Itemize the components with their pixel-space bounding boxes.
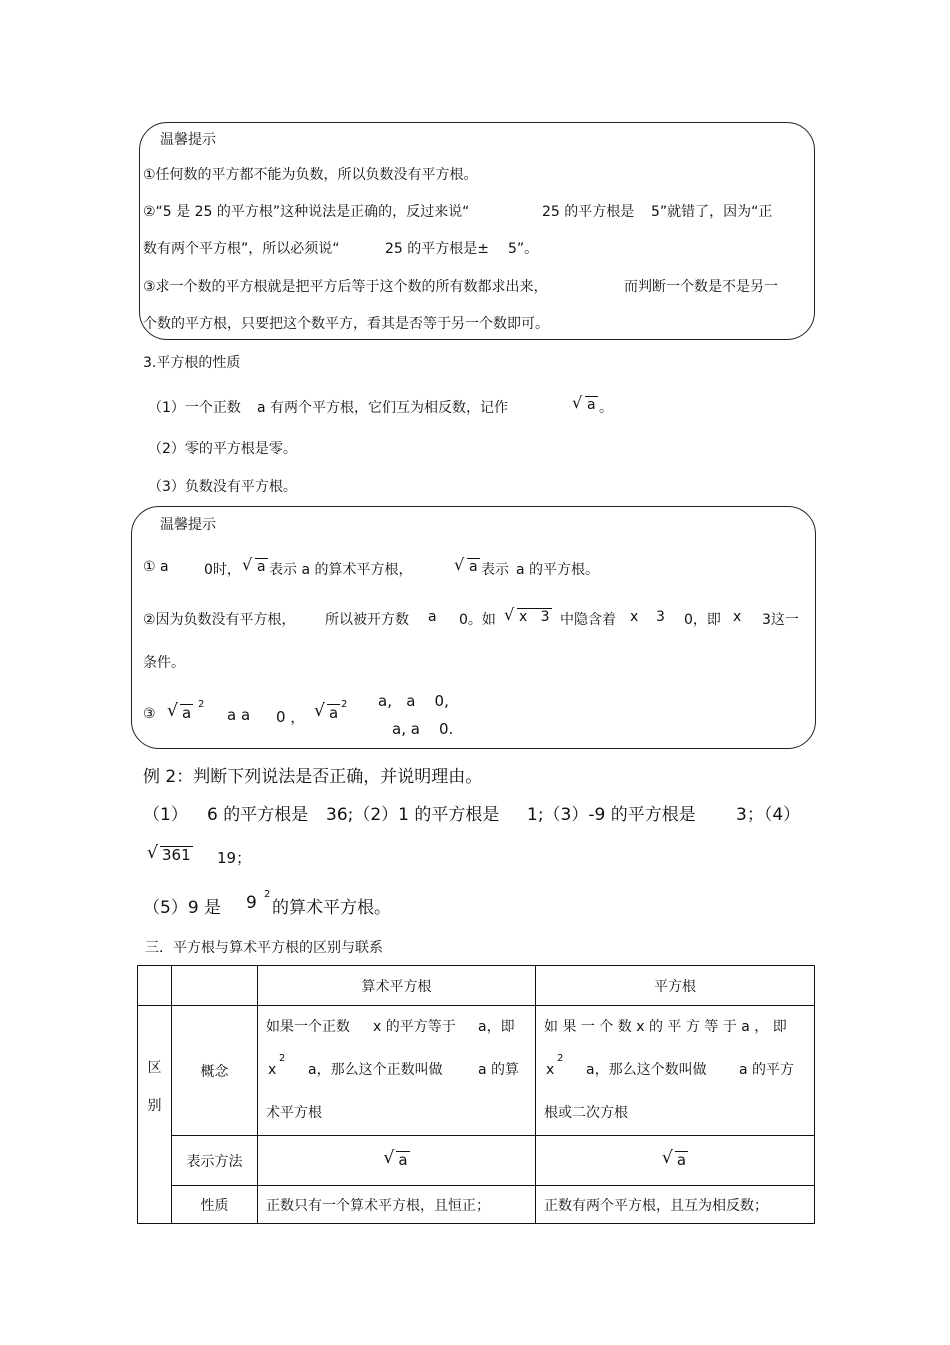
tip2-r4-sup1: 2	[198, 699, 205, 710]
tip2-r2-c: a	[428, 609, 437, 625]
tip2-r2-j: 3这一	[762, 612, 799, 628]
table-row-notation	[138, 1136, 815, 1186]
radicand: x 3	[519, 609, 550, 625]
tip-box-1-line-2a: ②“5 是 25 的平方根”这种说法是正确的，反过来说“	[143, 204, 470, 220]
table-row-concept-label: 概念	[172, 1006, 258, 1136]
concept-arith-a: 如果一个正数	[266, 1019, 350, 1035]
example-2-q1e: 3；（4）	[736, 805, 801, 825]
example-2-q1c: 36;（2）1 的平方根是	[326, 805, 500, 825]
concept-arith-e: a，那么这个正数叫做	[308, 1062, 443, 1078]
table-notation-arith	[258, 1136, 536, 1186]
sqrt-symbol	[314, 704, 340, 722]
tip2-r4-case-bottom: a, a 0.	[392, 720, 454, 738]
property-1a: （1）一个正数	[148, 400, 241, 416]
table-header-empty-2	[172, 966, 258, 1006]
example-2-q5b: 9	[246, 893, 257, 913]
tip2-r1-sqrt1	[242, 558, 268, 575]
table-group-cell	[138, 1006, 172, 1224]
radicand: 361	[162, 846, 191, 864]
property-1b: a 有两个平方根，它们互为相反数，记作	[257, 400, 509, 416]
example-2-q5c: 的算术平方根。	[272, 898, 391, 918]
property-1-sqrt	[572, 396, 598, 413]
example-2-q4b: 19；	[217, 849, 252, 867]
example-2-title: 例 2：判断下列说法是否正确，并说明理由。	[143, 767, 483, 787]
tip2-r1-b: 0时，	[204, 562, 241, 578]
concept-arith-line-3: 术平方根	[266, 1105, 322, 1121]
tip-box-2-title: 温馨提示	[160, 517, 216, 533]
concept-sq-f: a 的平方	[739, 1062, 795, 1078]
table-group-label-2: 别	[147, 1097, 162, 1114]
tip-box-1-line-2b: 25 的平方根是	[542, 204, 635, 220]
radicand: a	[587, 397, 596, 413]
concept-arith-line-1	[266, 1006, 527, 1049]
tip2-r4-case-top: a, a 0,	[378, 692, 449, 710]
example-2-q5-sup: 2	[264, 889, 271, 900]
sqrt-symbol	[572, 396, 598, 413]
tip2-r3: 条件。	[143, 655, 185, 671]
sqrt-symbol	[167, 704, 193, 722]
concept-arith-f: a 的算	[478, 1062, 520, 1078]
sqrt-symbol	[383, 1151, 409, 1169]
radicand: a	[398, 1151, 408, 1170]
concept-sq-e: a，那么这个数叫做	[586, 1062, 707, 1078]
sqrt-symbol	[504, 608, 552, 625]
example-2-q1d: 1;（3）-9 的平方根是	[527, 805, 696, 825]
sqrt-symbol	[147, 846, 193, 864]
property-3: （3）负数没有平方根。	[148, 479, 297, 495]
table-group-label-1: 区	[147, 1059, 162, 1076]
table-header-arith: 算术平方根	[258, 966, 536, 1006]
table-property-square: 正数有两个平方根，且互为相反数；	[536, 1186, 815, 1224]
table-concept-arith	[258, 1006, 536, 1136]
tip-box-1-line-4b: 而判断一个数是不是另一	[624, 279, 778, 295]
tip2-r2-b: 所以被开方数	[325, 612, 409, 628]
tip2-r1-sqrt2	[454, 558, 480, 575]
tip-box-1-line-3b: 25 的平方根是±	[385, 241, 489, 257]
tip2-r1-e: a 的平方根。	[516, 562, 600, 578]
tip2-r4-c: 0 ，	[276, 708, 306, 726]
table-header-empty-1	[138, 966, 172, 1006]
concept-sq-line-3: 根或二次方根	[544, 1105, 628, 1121]
tip-box-1-line-3c: 5”。	[508, 241, 539, 257]
property-1-end: 。	[599, 400, 613, 416]
tip-box-1-line-3a: 数有两个平方根”，所以必须说“	[143, 241, 340, 257]
concept-arith-sup: 2	[279, 1053, 286, 1064]
tip-box-1-line-5: 个数的平方根，只要把这个数平方，看其是否等于另一个数即可。	[143, 316, 549, 332]
tip2-r4-sup2: 2	[341, 699, 348, 710]
example-2-q5a: （5）9 是	[143, 898, 222, 918]
concept-arith-line-2	[266, 1049, 527, 1092]
radicand: a	[182, 704, 192, 722]
concept-sq-sup: 2	[557, 1053, 564, 1064]
concept-arith-c: a，即	[478, 1019, 515, 1035]
example-2-q1b: 6 的平方根是	[207, 805, 309, 825]
tip-box-1-title: 温馨提示	[160, 132, 216, 148]
tip2-r4-a: ③	[143, 706, 156, 722]
table-row-concept	[138, 1006, 815, 1136]
sqrt-symbol	[242, 558, 268, 575]
tip-box-1-line-1: ①任何数的平方都不能为负数，所以负数没有平方根。	[143, 167, 478, 183]
tip2-r2-d: 0。如	[459, 612, 496, 628]
tip-box-1-line-4a: ③求一个数的平方根就是把平方后等于这个数的所有数都求出来，	[143, 279, 548, 295]
section-three-heading: 三．平方根与算术平方根的区别与联系	[145, 940, 383, 956]
concept-arith-b: x 的平方等于	[373, 1019, 456, 1035]
tip2-r2-h: 0，即	[684, 612, 721, 628]
table-concept-square	[536, 1006, 815, 1136]
table-notation-square	[536, 1136, 815, 1186]
concept-sq-d: x	[546, 1062, 555, 1078]
tip2-r2-a: ②因为负数没有平方根，	[143, 612, 296, 628]
comparison-table	[137, 965, 815, 1224]
tip2-r2-f: x	[630, 609, 639, 625]
sqrt-symbol	[454, 558, 480, 575]
concept-sq-line-1: 如 果 一 个 数 x 的 平 方 等 于 a ， 即	[544, 1019, 787, 1035]
radicand: a	[257, 559, 266, 575]
radicand: a	[676, 1151, 687, 1170]
sqrt-symbol	[662, 1151, 688, 1169]
tip2-r4-b: a a	[227, 706, 251, 724]
radicand: a	[469, 559, 478, 575]
section-3-heading: 3.平方根的性质	[143, 355, 241, 371]
tip2-r2-sqrt	[504, 608, 552, 625]
tip2-r2-e: 中隐含着	[560, 612, 616, 628]
tip-box-1-line-2c: 5”就错了，因为“正	[651, 204, 773, 220]
table-property-arith: 正数只有一个算术平方根，且恒正；	[258, 1186, 536, 1224]
tip2-r4-sqrt2	[314, 704, 340, 722]
table-row-property	[138, 1186, 815, 1224]
tip2-r2-i: x	[733, 609, 742, 625]
example-2-q1: （1）	[143, 805, 188, 825]
table-row-notation-label: 表示方法	[172, 1136, 258, 1186]
table-row-property-label: 性质	[172, 1186, 258, 1224]
concept-sq-line-2	[544, 1049, 806, 1092]
tip2-r4-sqrt1	[167, 704, 193, 722]
tip2-r2-g: 3	[656, 609, 665, 625]
example-2-q4-sqrt	[147, 846, 193, 864]
table-header-square: 平方根	[536, 966, 815, 1006]
tip2-r1-d: 表示	[481, 562, 509, 578]
tip2-r1-a: ① a	[143, 559, 169, 575]
radicand: a	[329, 704, 339, 722]
table-header-row	[138, 966, 815, 1006]
tip-box-1	[139, 122, 815, 340]
property-2: （2）零的平方根是零。	[148, 441, 297, 457]
concept-arith-d: x	[268, 1062, 277, 1078]
tip2-r1-c: 表示 a 的算术平方根，	[269, 562, 413, 578]
